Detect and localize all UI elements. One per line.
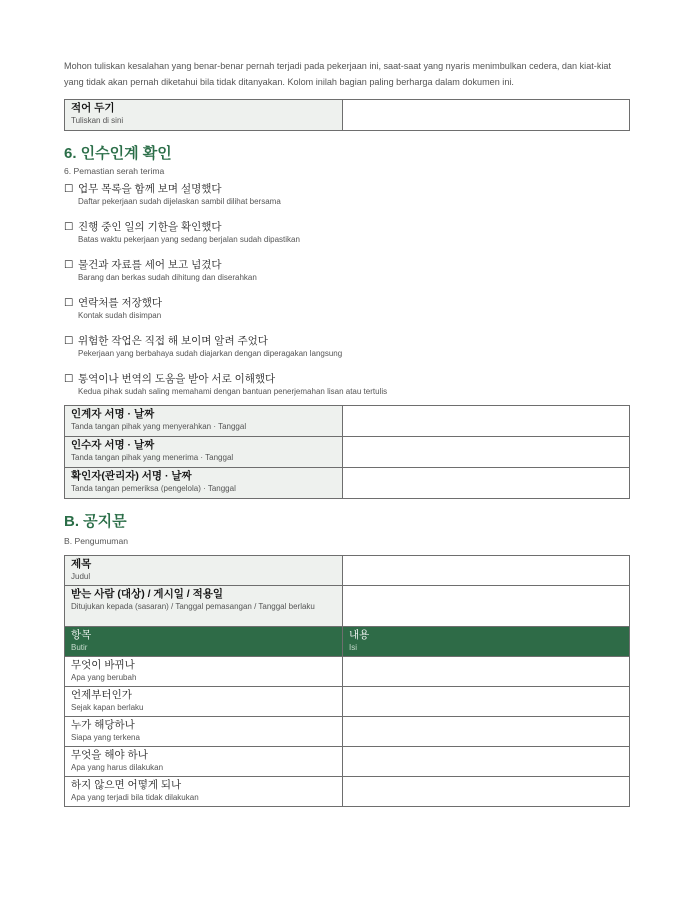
notice-meta-input-cell[interactable] bbox=[343, 556, 630, 586]
notice-header-item-id: Butir bbox=[71, 643, 88, 652]
notice-row-input[interactable] bbox=[343, 717, 630, 747]
checklist-item-id: Kontak sudah disimpan bbox=[78, 311, 162, 320]
notice-row bbox=[65, 717, 630, 747]
notice-row-id: Apa yang terjadi bila tidak dilakukan bbox=[71, 793, 199, 802]
signature-label-id: Tanda tangan pemeriksa (pengelola) · Tanggal bbox=[71, 484, 236, 493]
notice-row bbox=[65, 657, 630, 687]
notice-row-label bbox=[65, 777, 343, 807]
signature-table bbox=[64, 405, 630, 499]
notice-row-ko: 무엇이 바뀌나 bbox=[71, 659, 135, 671]
memo-row bbox=[65, 100, 630, 131]
checklist-item[interactable] bbox=[64, 373, 630, 397]
notice-meta-label-id: Ditujukan kepada (sasaran) / Tanggal pemasangan / Tanggal berlaku bbox=[71, 602, 315, 611]
notice-meta-input-cell[interactable] bbox=[343, 586, 630, 627]
section-b-subtitle: B. Pengumuman bbox=[64, 536, 129, 546]
signature-label-cell bbox=[65, 406, 343, 437]
notice-row-input[interactable] bbox=[343, 657, 630, 687]
checkbox-icon[interactable]: ☐ bbox=[64, 221, 74, 233]
notice-header-content-id: Isi bbox=[349, 643, 357, 652]
checklist-item[interactable] bbox=[64, 259, 630, 283]
notice-header-item-ko: 항목 bbox=[71, 629, 92, 641]
notice-row-label bbox=[65, 687, 343, 717]
notice-header-content-ko: 내용 bbox=[349, 629, 370, 641]
checkbox-icon[interactable]: ☐ bbox=[64, 373, 74, 385]
checklist-item-id: Batas waktu pekerjaan yang sedang berjalan sudah dipastikan bbox=[78, 235, 300, 244]
memo-label-id: Tuliskan di sini bbox=[71, 116, 124, 125]
notice-meta-label-ko: 제목 bbox=[71, 558, 92, 570]
checklist-item[interactable] bbox=[64, 183, 630, 207]
notice-header-row bbox=[65, 627, 630, 657]
notice-row-ko: 무엇을 해야 하나 bbox=[71, 749, 148, 761]
notice-meta-row bbox=[65, 556, 630, 586]
checklist-item[interactable] bbox=[64, 221, 630, 245]
notice-row bbox=[65, 747, 630, 777]
checklist-item-id: Kedua pihak sudah saling memahami dengan bantuan penerjemahan lisan atau tertulis bbox=[78, 387, 388, 396]
checklist-item-ko: 물건과 자료를 세어 보고 넘겼다 bbox=[78, 259, 222, 271]
checklist-item-id: Pekerjaan yang berbahaya sudah diajarkan dengan diperagakan langsung bbox=[78, 349, 343, 358]
notice-meta-label-cell bbox=[65, 556, 343, 586]
notice-row-id: Apa yang harus dilakukan bbox=[71, 763, 164, 772]
checklist-item-ko: 진행 중인 일의 기한을 확인했다 bbox=[78, 221, 222, 233]
notice-row-ko: 누가 해당하나 bbox=[71, 719, 135, 731]
signature-label-cell bbox=[65, 437, 343, 468]
checklist-item-ko: 연락처를 저장했다 bbox=[78, 297, 163, 309]
signature-label-ko: 확인자(관리자) 서명 · 날짜 bbox=[71, 470, 192, 482]
signature-input-cell[interactable] bbox=[343, 468, 630, 499]
notice-row-label bbox=[65, 747, 343, 777]
memo-input-cell[interactable] bbox=[343, 100, 630, 131]
checkbox-icon[interactable]: ☐ bbox=[64, 183, 74, 195]
notice-row-id: Apa yang berubah bbox=[71, 673, 137, 682]
section-b bbox=[64, 513, 630, 807]
checklist-item-ko: 위험한 작업은 직접 해 보이며 알려 주었다 bbox=[78, 335, 268, 347]
section-b-title: B. 공지문 bbox=[64, 513, 127, 530]
signature-label-id: Tanda tangan pihak yang menyerahkan · Tanggal bbox=[71, 422, 247, 431]
intro-paragraph: Mohon tuliskan kesalahan yang benar-benar pernah terjadi pada pekerjaan ini, saat-saat yang nyaris menimbulkan cedera, dan kiat-kiat yang tidak akan pernah diketahui bila tidak ditanyakan. Kolom inilah bagian paling berharga dalam dokumen ini. bbox=[64, 61, 611, 87]
signature-label-cell bbox=[65, 468, 343, 499]
section-6-title: 6. 인수인계 확인 bbox=[64, 145, 172, 162]
memo-label-ko: 적어 두기 bbox=[71, 102, 115, 114]
checkbox-icon[interactable]: ☐ bbox=[64, 335, 74, 347]
checklist-item-ko: 업무 목록을 함께 보며 설명했다 bbox=[78, 183, 222, 195]
notice-row bbox=[65, 687, 630, 717]
notice-row-ko: 하지 않으면 어떻게 되나 bbox=[71, 779, 182, 791]
notice-meta-label-ko: 받는 사람 (대상) / 게시일 / 적용일 bbox=[71, 588, 224, 600]
memo-table bbox=[64, 99, 630, 131]
signature-label-ko: 인수자 서명 · 날짜 bbox=[71, 439, 155, 451]
signature-row bbox=[65, 437, 630, 468]
checkbox-icon[interactable]: ☐ bbox=[64, 259, 74, 271]
notice-meta-label-id: Judul bbox=[71, 572, 91, 581]
checklist-item[interactable] bbox=[64, 297, 630, 321]
document-page bbox=[64, 58, 630, 807]
signature-row bbox=[65, 406, 630, 437]
checkbox-icon[interactable]: ☐ bbox=[64, 297, 74, 309]
checklist-item-id: Daftar pekerjaan sudah dijelaskan sambil dilihat bersama bbox=[78, 197, 281, 206]
notice-meta-row bbox=[65, 586, 630, 627]
notice-row-input[interactable] bbox=[343, 687, 630, 717]
signature-input-cell[interactable] bbox=[343, 437, 630, 468]
notice-table bbox=[64, 555, 630, 807]
notice-row-id: Sejak kapan berlaku bbox=[71, 703, 144, 712]
notice-row bbox=[65, 777, 630, 807]
notice-row-input[interactable] bbox=[343, 777, 630, 807]
checklist-item-id: Barang dan berkas sudah dihitung dan diserahkan bbox=[78, 273, 257, 282]
notice-row-label bbox=[65, 717, 343, 747]
memo-label-cell bbox=[65, 100, 343, 131]
notice-row-ko: 언제부터인가 bbox=[71, 689, 132, 701]
signature-input-cell[interactable] bbox=[343, 406, 630, 437]
section-6 bbox=[64, 145, 630, 499]
signature-row bbox=[65, 468, 630, 499]
checklist-item[interactable] bbox=[64, 335, 630, 359]
signature-label-id: Tanda tangan pihak yang menerima · Tanggal bbox=[71, 453, 234, 462]
notice-row-label bbox=[65, 657, 343, 687]
notice-header-content bbox=[343, 627, 630, 657]
notice-meta-label-cell bbox=[65, 586, 343, 627]
signature-label-ko: 인계자 서명 · 날짜 bbox=[71, 408, 155, 420]
notice-header-item bbox=[65, 627, 343, 657]
checklist-item-ko: 통역이나 번역의 도움을 받아 서로 이해했다 bbox=[78, 373, 276, 385]
notice-row-id: Siapa yang terkena bbox=[71, 733, 140, 742]
checklist bbox=[64, 183, 630, 397]
section-6-subtitle: 6. Pemastian serah terima bbox=[64, 166, 165, 176]
notice-row-input[interactable] bbox=[343, 747, 630, 777]
